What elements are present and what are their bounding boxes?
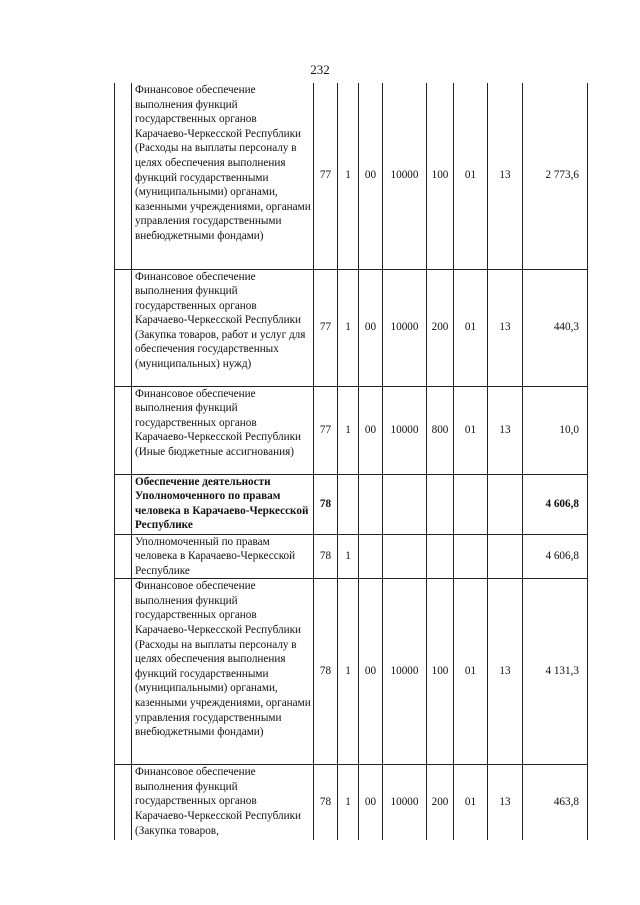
amount-cell: 4 131,3	[523, 579, 588, 765]
budget-table	[114, 83, 588, 840]
code-direction-cell	[383, 534, 427, 579]
code-direction-cell: 10000	[383, 269, 427, 386]
code-subsection-cell: 13	[488, 765, 523, 840]
code-subprogram-cell: 00	[359, 579, 383, 765]
row-name-cell: Финансовое обеспечение выполнения функций государственных органов Карачаево-Черкесской Республики (Иные бюджетные ассигнования)	[132, 386, 314, 474]
row-name-cell: Финансовое обеспечение выполнения функций государственных органов Карачаево-Черкесской Республики (Расходы на выплаты персоналу в целях обеспечения выполнения функций государственными (муниципальными) органами, казенными учреждениями, органами управления государственными внебюджетными фондами)	[132, 579, 314, 765]
code-direction-cell	[383, 474, 427, 534]
table-row	[115, 579, 588, 765]
amount-cell: 463,8	[523, 765, 588, 840]
page-number: 232	[310, 62, 330, 77]
table-row	[115, 83, 588, 269]
amount-cell: 4 606,8	[523, 534, 588, 579]
code-ministry-cell: 77	[314, 269, 338, 386]
code-direction-cell: 10000	[383, 765, 427, 840]
code-program-cell: 1	[338, 579, 359, 765]
code-section-cell: 01	[454, 83, 488, 269]
code-section-cell	[454, 474, 488, 534]
code-expense-type-cell: 100	[427, 579, 454, 765]
code-section-cell	[454, 534, 488, 579]
code-direction-cell: 10000	[383, 83, 427, 269]
code-subsection-cell	[488, 534, 523, 579]
code-ministry-cell: 77	[314, 83, 338, 269]
code-direction-cell: 10000	[383, 579, 427, 765]
code-section-cell: 01	[454, 579, 488, 765]
code-subprogram-cell: 00	[359, 269, 383, 386]
code-program-cell	[338, 474, 359, 534]
code-expense-type-cell: 100	[427, 83, 454, 269]
code-subsection-cell: 13	[488, 269, 523, 386]
code-ministry-cell: 78	[314, 534, 338, 579]
amount-cell: 4 606,8	[523, 474, 588, 534]
code-subsection-cell: 13	[488, 579, 523, 765]
code-expense-type-cell	[427, 534, 454, 579]
code-program-cell: 1	[338, 83, 359, 269]
code-program-cell: 1	[338, 534, 359, 579]
code-expense-type-cell: 200	[427, 269, 454, 386]
code-section-cell: 01	[454, 269, 488, 386]
code-section-cell: 01	[454, 386, 488, 474]
amount-cell: 440,3	[523, 269, 588, 386]
code-ministry-cell: 78	[314, 474, 338, 534]
row-name-cell: Уполномоченный по правам человека в Карачаево-Черкесской Республике	[132, 534, 314, 579]
code-expense-type-cell: 200	[427, 765, 454, 840]
code-program-cell: 1	[338, 269, 359, 386]
row-index-cell	[115, 83, 132, 269]
amount-cell: 10,0	[523, 386, 588, 474]
row-name-cell: Обеспечение деятельности Уполномоченного по правам человека в Карачаево-Черкесской Республике	[132, 474, 314, 534]
row-index-cell	[115, 386, 132, 474]
code-subsection-cell: 13	[488, 83, 523, 269]
code-subsection-cell: 13	[488, 386, 523, 474]
code-subprogram-cell: 00	[359, 83, 383, 269]
code-ministry-cell: 78	[314, 765, 338, 840]
code-subprogram-cell	[359, 534, 383, 579]
table-row	[115, 269, 588, 386]
table-row	[115, 765, 588, 840]
code-direction-cell: 10000	[383, 386, 427, 474]
code-ministry-cell: 78	[314, 579, 338, 765]
code-subprogram-cell	[359, 474, 383, 534]
row-index-cell	[115, 269, 132, 386]
row-index-cell	[115, 579, 132, 765]
code-expense-type-cell	[427, 474, 454, 534]
code-program-cell: 1	[338, 386, 359, 474]
code-section-cell: 01	[454, 765, 488, 840]
row-index-cell	[115, 474, 132, 534]
code-subsection-cell	[488, 474, 523, 534]
code-subprogram-cell: 00	[359, 386, 383, 474]
amount-cell: 2 773,6	[523, 83, 588, 269]
row-name-cell: Финансовое обеспечение выполнения функций государственных органов Карачаево-Черкесской Республики (Расходы на выплаты персоналу в целях обеспечения выполнения функций государственными (муниципальными) органами, казенными учреждениями, органами управления государственными внебюджетными фондами)	[132, 83, 314, 269]
row-index-cell	[115, 534, 132, 579]
row-name-cell: Финансовое обеспечение выполнения функций государственных органов Карачаево-Черкесской Республики (Закупка товаров,	[132, 765, 314, 840]
code-subprogram-cell: 00	[359, 765, 383, 840]
code-program-cell: 1	[338, 765, 359, 840]
table-row	[115, 534, 588, 579]
code-ministry-cell: 77	[314, 386, 338, 474]
code-expense-type-cell: 800	[427, 386, 454, 474]
row-index-cell	[115, 765, 132, 840]
row-name-cell: Финансовое обеспечение выполнения функций государственных органов Карачаево-Черкесской Республики (Закупка товаров, работ и услуг для обеспечения государственных (муниципальных) нужд)	[132, 269, 314, 386]
table-row	[115, 386, 588, 474]
table-row-section-header	[115, 474, 588, 534]
